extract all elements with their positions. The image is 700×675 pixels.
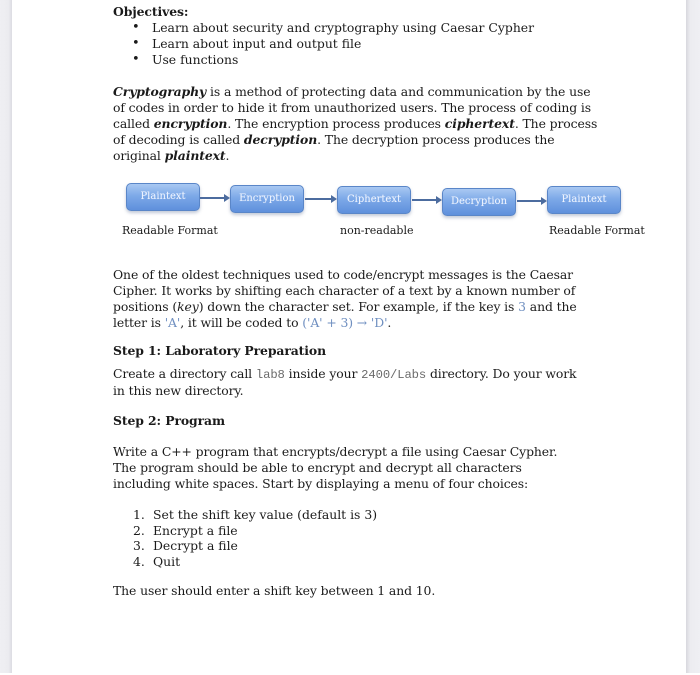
shift-key-note: The user should enter a shift key between 1 and 10. [113,583,436,598]
menu-label: Set the shift key value (default is 3) [153,507,378,522]
menu-choice [113,507,377,523]
arrow-icon [517,200,545,202]
text-span: . The decryption process produces the original [113,132,555,163]
parent-dir: 2400/Labs [361,368,427,382]
text-span: , it will be coded to [180,315,303,330]
caption-non-readable: non-readable [340,224,414,237]
term-cryptography: Cryptography [113,84,207,99]
text-span: . [387,315,392,330]
term-key: key [177,299,199,314]
text-span: inside your [284,366,362,381]
menu-number: 1. [133,507,145,522]
text-span: . The process of decoding is called [113,116,598,147]
page-edge-right [686,0,700,673]
diagram-box-encryption: Encryption [230,185,304,213]
shift-expression: ('A' + 3) → 'D' [302,315,388,330]
menu-number: 2. [133,522,145,538]
dir-name: lab8 [255,368,285,382]
term-ciphertext: ciphertext [444,116,515,131]
menu-label: Decrypt a file [153,538,238,553]
diagram-box-plaintext-output: Plaintext [547,186,621,214]
menu-label: Quit [153,553,181,569]
caption-readable-left: Readable Format [122,224,218,237]
menu-choice [113,523,377,539]
text-span: is a method of protecting data and communication by the use of codes in order to hide it from unauthorized users. The process of coding is called [113,84,592,131]
arrow-icon [200,197,228,199]
objectives-list [113,20,534,68]
objective-item: • Learn about input and output file [113,36,534,52]
diagram-box-ciphertext: Ciphertext [337,186,411,214]
objectives-heading: Objectives: [113,4,189,19]
caesar-paragraph [113,267,593,331]
caption-readable-right: Readable Format [549,224,645,237]
menu-number: 3. [133,538,145,553]
term-plaintext: plaintext [164,148,226,163]
text-span: ) down the character set. For example, if the key is [198,299,519,314]
arrow-icon [305,198,335,200]
step1-heading: Step 1: Laboratory Preparation [113,343,326,358]
menu-number: 4. [133,553,145,569]
step2-paragraph: Write a C++ program that encrypts/decrypt a file using Caesar Cypher. The program should be able to encrypt and decrypt all characters including white spaces. Start by displaying a menu of four choices: [113,444,558,491]
text-span: directory. Do your work in this new directory. [113,366,577,398]
term-encryption: encryption [153,116,228,131]
text-span: One of the oldest techniques used to code/encrypt messages is the Caesar Cipher. It works by shifting each character of a text by a known number of positions ( [113,267,576,314]
step1-paragraph [113,366,583,399]
text-span: Create a directory call [113,366,256,381]
step2-heading: Step 2: Program [113,413,225,428]
text-span: . The encryption process produces [227,116,445,131]
text-span: and the letter is [113,299,577,330]
objective-item: • Use functions [113,52,534,68]
arrow-icon [412,199,440,201]
diagram-box-decryption: Decryption [442,188,516,216]
diagram-box-plaintext-input: Plaintext [126,183,200,211]
menu-label: Encrypt a file [153,522,238,538]
cryptography-paragraph [113,84,598,164]
menu-choice [113,554,377,570]
menu-choice [113,538,377,554]
key-value: 3 [518,299,526,314]
objective-item: • Learn about security and cryptography using Caesar Cypher [113,20,534,36]
menu-choices-list [113,507,377,569]
term-decryption: decryption [243,132,318,147]
page-edge-left [0,0,12,673]
text-span: . [225,148,230,163]
letter-example: 'A' [164,315,181,330]
